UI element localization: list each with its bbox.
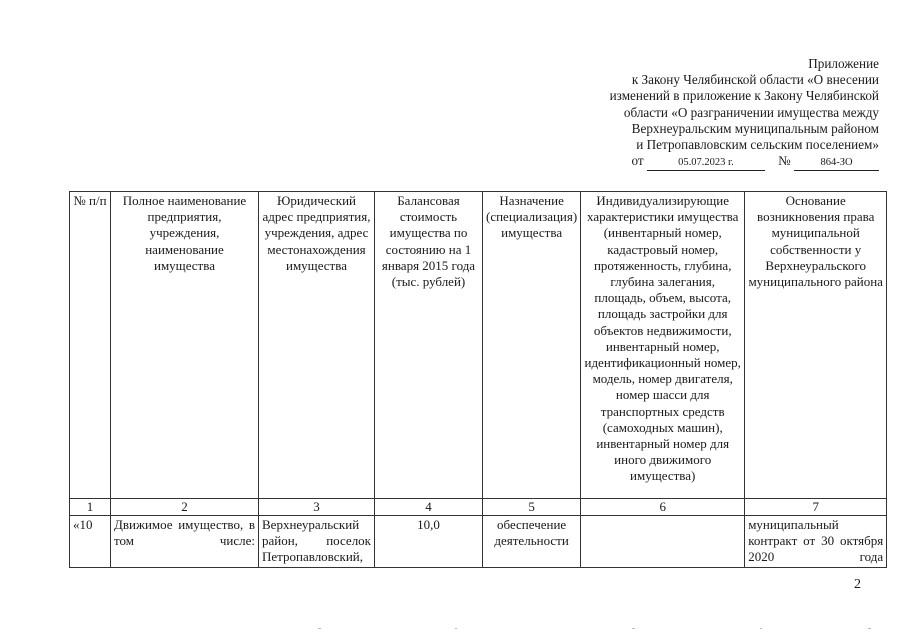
- column-number: 6: [581, 499, 745, 516]
- table-row: [70, 516, 887, 568]
- row-number: «10: [70, 516, 111, 568]
- scan-specks: [0, 628, 901, 629]
- col-header-purpose: Назначение (специализация) имущества: [483, 192, 581, 499]
- row-basis: муниципальный контракт от 30 октября 2020 года: [745, 516, 887, 568]
- page-number: 2: [854, 577, 861, 592]
- col-header-value: Балансовая стоимость имущества по состоянию на 1 января 2015 года (тыс. рублей): [375, 192, 483, 499]
- col-header-name: Полное наименование предприятия, учреждения, наименование имущества: [111, 192, 259, 499]
- header-line: Приложение: [808, 56, 879, 71]
- col-header-characteristics: Индивидуализирующие характеристики имущества (инвентарный номер, кадастровый номер, протяженность, глубина, глубина залегания, площадь, объем, высота, площадь застройки для объектов недвижимости, инвентарный номер, идентификационный номер, модель, номер двигателя, номер шасси для транспортных средств (самоходных машин), инвентарный номер для иного движимого имущества): [581, 192, 745, 499]
- col-header-number: № п/п: [70, 192, 111, 499]
- law-date: 05.07.2023 г.: [647, 157, 765, 171]
- number-prefix: №: [778, 153, 791, 169]
- row-name: Движимое имущество, в том числе:: [111, 516, 259, 568]
- header-line: Верхнеуральским муниципальным районом: [631, 120, 879, 136]
- row-address: Верхнеуральский район, поселок Петропавловский,: [259, 516, 375, 568]
- property-table: [69, 191, 887, 568]
- column-number: 5: [483, 499, 581, 516]
- law-number: 864-ЗО: [794, 157, 879, 171]
- header-line: области «О разграничении имущества между: [623, 104, 879, 120]
- column-number: 7: [745, 499, 887, 516]
- row-characteristics: [581, 516, 745, 568]
- column-number: 2: [111, 499, 259, 516]
- header-line: изменений в приложение к Закону Челябинской: [609, 88, 879, 104]
- column-number: 1: [70, 499, 111, 516]
- appendix-header: [549, 56, 879, 171]
- header-line: к Закону Челябинской области «О внесении: [631, 72, 879, 88]
- row-value: 10,0: [375, 516, 483, 568]
- col-header-address: Юридический адрес предприятия, учреждения, адрес местонахождения имущества: [259, 192, 375, 499]
- date-number-line: [549, 153, 879, 171]
- column-number: 3: [259, 499, 375, 516]
- column-numbers-row: [70, 499, 887, 516]
- table-header-row: [70, 192, 887, 499]
- column-number: 4: [375, 499, 483, 516]
- row-purpose: обеспечение деятельности: [483, 516, 581, 568]
- header-line: и Петропавловским сельским поселением»: [636, 137, 879, 153]
- col-header-basis: Основание возникновения права муниципальной собственности у Верхнеуральского муниципального района: [745, 192, 887, 499]
- date-prefix: от: [631, 153, 644, 169]
